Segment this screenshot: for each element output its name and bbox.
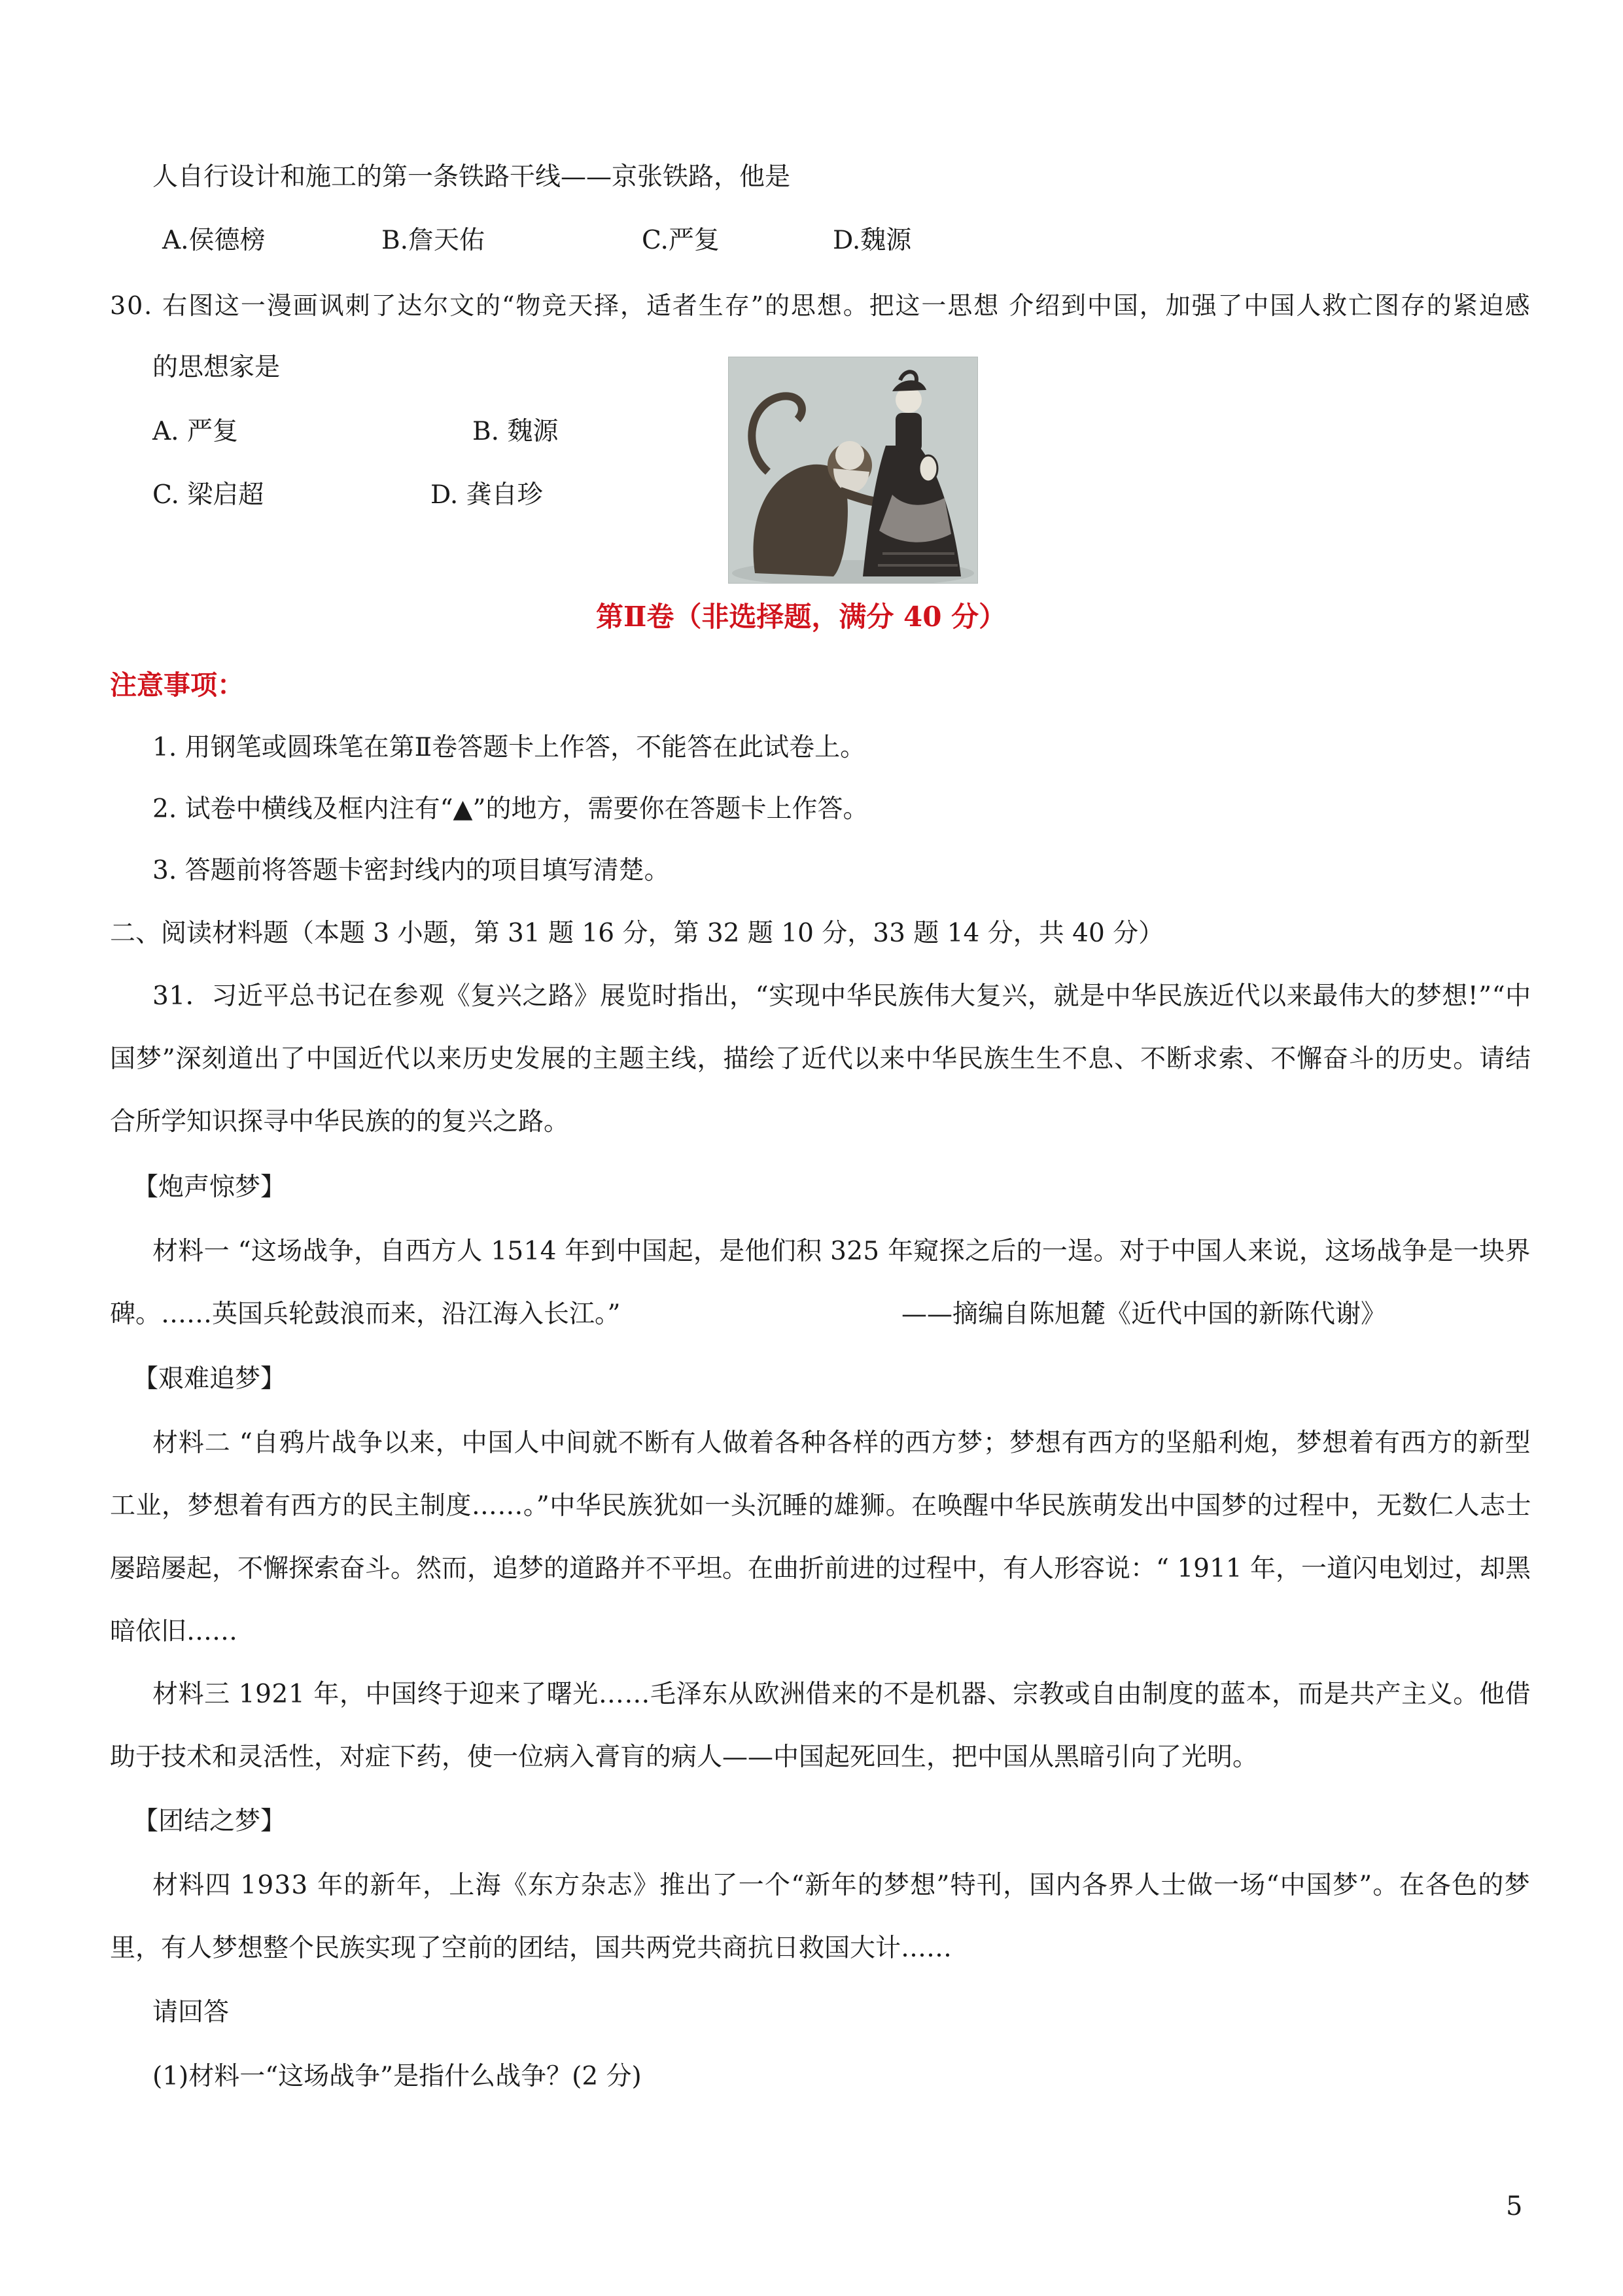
q29-option-c: C.严复	[642, 226, 720, 255]
heading-jiannan-zhuimeng: 【艰难追梦】	[133, 1364, 287, 1394]
q30-option-a: A. 严复	[152, 417, 238, 446]
material-3-line2: 助于技术和灵活性，对症下药，使一位病入膏肓的病人——中国起死回生，把中国从黑暗引向了光明。	[110, 1742, 1259, 1772]
material-1-line1: 材料一 “这场战争，自西方人 1514 年到中国起，是他们积 325 年窥探之后的一逞。对于中国人来说，这场战争是一块界	[152, 1237, 1531, 1266]
material-3-line1: 材料三 1921 年，中国终于迎来了曙光……毛泽东从欧洲借来的不是机器、宗教或自由制度的蓝本，而是共产主义。他借	[152, 1680, 1531, 1709]
q31-intro-line2: 国梦”深刻道出了中国近代以来历史发展的主题主线，描绘了近代以来中华民族生生不息、不断求索、不懈奋斗的历史。请结	[110, 1044, 1531, 1074]
material-2-line1: 材料二 “自鸦片战争以来，中国人中间就不断有人做着各种各样的西方梦；梦想有西方的坚船利炮，梦想着有西方的新型	[152, 1428, 1531, 1458]
q30-option-d: D. 龚自珍	[430, 480, 543, 510]
section-2-title: 第Ⅱ卷（非选择题，满分 40 分）	[596, 601, 1007, 633]
material-1-source: ——摘编自陈旭麓《近代中国的新陈代谢》	[901, 1299, 1387, 1329]
material-2-line3: 屡踣屡起，不懈探索奋斗。然而，追梦的道路并不平坦。在曲折前进的过程中，有人形容说：“ 1911 年，一道闪电划过，却黑	[110, 1554, 1531, 1583]
q29-option-d: D.魏源	[833, 226, 912, 255]
q31-intro-line3: 合所学知识探寻中华民族的的复兴之路。	[110, 1107, 570, 1137]
material-2-line4: 暗依旧……	[110, 1617, 238, 1646]
q29-continuation: 人自行设计和施工的第一条铁路干线——京张铁路，他是	[152, 162, 791, 192]
heading-paosheng-jingmeng: 【炮声惊梦】	[133, 1173, 287, 1202]
q31-intro-line1: 31．习近平总书记在参观《复兴之路》展览时指出，“实现中华民族伟大复兴，就是中华民族近代以来最伟大的梦想!”“中	[152, 981, 1531, 1011]
part-2-heading: 二、阅读材料题（本题 3 小题，第 31 题 16 分，第 32 题 10 分，33 题 14 分，共 40 分）	[110, 919, 1164, 948]
q30-stem-line2: 的思想家是	[152, 353, 281, 382]
material-1-line2: 碑。……英国兵轮鼓浪而来，沿江海入长江。”	[110, 1299, 621, 1329]
answer-prompt: 请回答	[152, 1998, 230, 2027]
notice-item-2: 2. 试卷中横线及框内注有“▲”的地方，需要你在答题卡上作答。	[152, 794, 869, 824]
notice-item-3: 3. 答题前将答题卡密封线内的项目填写清楚。	[152, 856, 670, 885]
heading-tuanjie-zhimeng: 【团结之梦】	[133, 1807, 287, 1836]
page-number: 5	[1506, 2191, 1523, 2221]
material-4-line2: 里，有人梦想整个民族实现了空前的团结，国共两党共商抗日救国大计……	[110, 1934, 952, 1963]
notice-item-1: 1. 用钢笔或圆珠笔在第Ⅱ卷答题卡上作答，不能答在此试卷上。	[152, 733, 866, 762]
material-4-line1: 材料四 1933 年的新年，上海《东方杂志》推出了一个“新年的梦想”特刊，国内各界人士做一场“中国梦”。在各色的梦	[152, 1871, 1531, 1900]
q30-stem-line1: 30. 右图这一漫画讽刺了达尔文的“物竞天择，适者生存”的思想。把这一思想 介绍到中国，加强了中国人救亡图存的紧迫感	[110, 291, 1531, 320]
darwin-cartoon-image	[728, 357, 978, 584]
q29-option-b: B.詹天佑	[381, 226, 485, 255]
notice-heading: 注意事项：	[110, 669, 244, 701]
q31-subquestion-1: (1)材料一“这场战争”是指什么战争？(2 分)	[152, 2062, 642, 2091]
q29-option-a: A.侯德榜	[162, 226, 266, 255]
material-2-line2: 工业，梦想着有西方的民主制度……。”中华民族犹如一头沉睡的雄狮。在唤醒中华民族萌发出中国梦的过程中，无数仁人志士	[110, 1491, 1531, 1521]
q30-option-b: B. 魏源	[472, 417, 559, 446]
q30-option-c: C. 梁启超	[152, 480, 264, 510]
